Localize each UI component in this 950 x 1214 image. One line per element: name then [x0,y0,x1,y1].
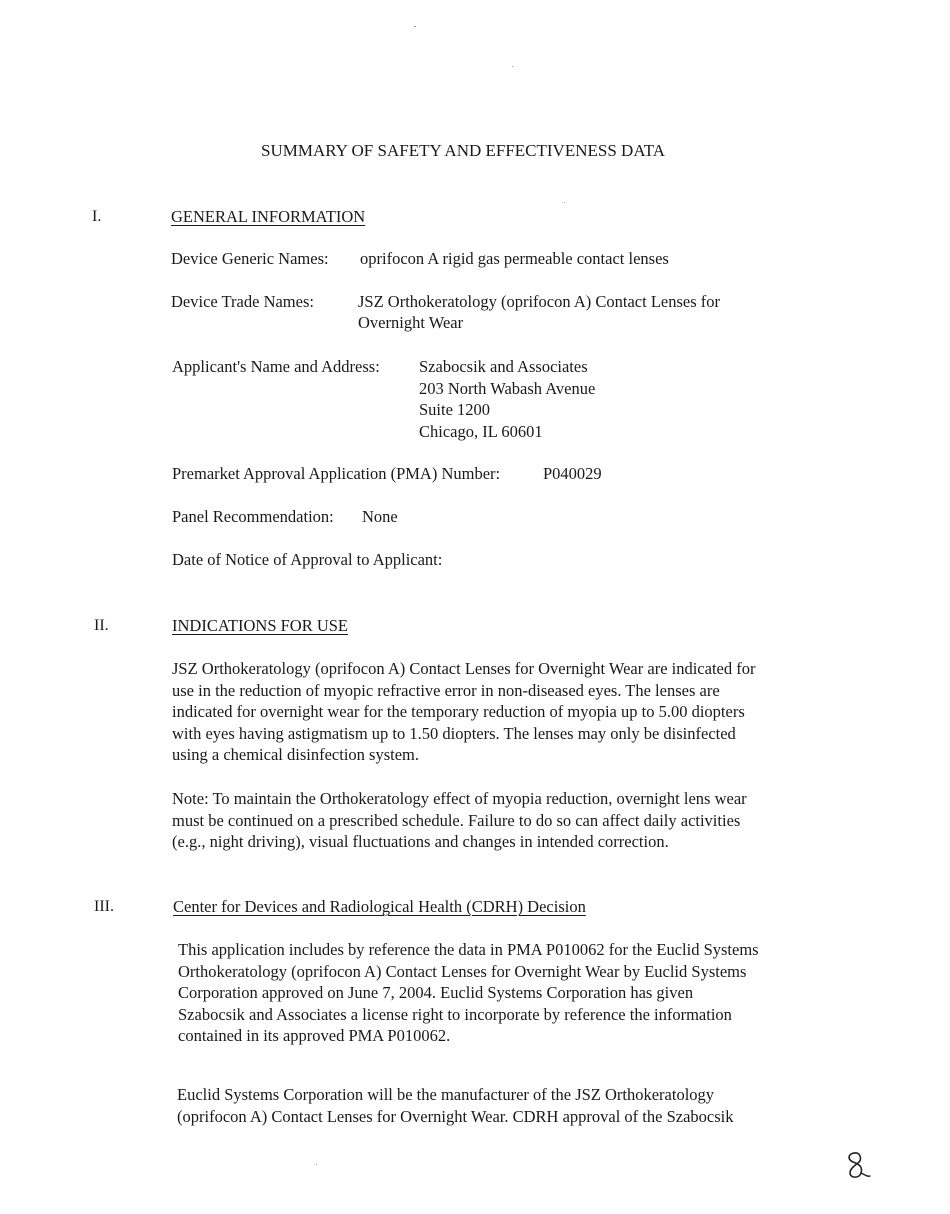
handwritten-page-mark-icon [843,1150,873,1182]
manufacturer-paragraph [177,1084,733,1127]
scan-speck [316,1164,317,1165]
decision-paragraph [178,939,759,1047]
trade-names-label: Device Trade Names: [171,292,314,311]
paragraph-line: (e.g., night driving), visual fluctuations and changes in intended correction. [172,832,669,851]
section-number: III. [94,898,114,915]
paragraph-line: using a chemical disinfection system. [172,745,419,764]
paragraph-line: Euclid Systems Corporation will be the manufacturer of the JSZ Orthokeratology [177,1085,715,1104]
address-line: Suite 1200 [419,400,491,419]
note-paragraph [172,788,747,853]
address-line: Chicago, IL 60601 [419,421,543,441]
paragraph-line: (oprifocon A) Contact Lenses for Overnight Wear. CDRH approval of the Szabocsik [177,1106,734,1126]
section-number: I. [92,208,102,225]
pma-label: Premarket Approval Application (PMA) Number: [172,464,501,483]
panel-value: None [362,507,398,526]
section-number: II. [94,617,109,634]
scan-speck [512,66,513,67]
paragraph-line: must be continued on a prescribed schedule. Failure to do so can affect daily activities [172,810,741,830]
paragraph-line: contained in its approved PMA P010062. [178,1026,451,1045]
indications-paragraph [172,658,755,766]
address-line: Szabocsik and Associates [419,357,588,376]
notice-label: Date of Notice of Approval to Applicant: [172,550,443,569]
trade-names-line: JSZ Orthokeratology (oprifocon A) Contact Lenses for [358,292,721,311]
paragraph-line: Szabocsik and Associates a license right to incorporate by reference the information [178,1004,732,1024]
applicant-label: Applicant's Name and Address: [172,357,380,376]
paragraph-line: Note: To maintain the Orthokeratology effect of myopia reduction, overnight lens wear [172,789,747,808]
paragraph-line: with eyes having astigmatism up to 1.50 diopters. The lenses may only be disinfected [172,723,736,743]
pma-value: P040029 [543,464,602,483]
document-title: SUMMARY OF SAFETY AND EFFECTIVENESS DATA [260,141,666,160]
applicant-address [419,356,595,442]
scan-speck [414,26,416,27]
paragraph-line: use in the reduction of myopic refractive error in non-diseased eyes. The lenses are [172,680,720,700]
paragraph-line: indicated for overnight wear for the temporary reduction of myopia up to 5.00 diopters [172,702,745,721]
generic-names-label: Device Generic Names: [171,249,329,268]
section-heading-general-information: GENERAL INFORMATION [171,207,366,226]
trade-names-line: Overnight Wear [358,313,464,332]
paragraph-line: This application includes by reference the data in PMA P010062 for the Euclid Systems [178,940,759,959]
paragraph-line: JSZ Orthokeratology (oprifocon A) Contact Lenses for Overnight Wear are indicated for [172,659,756,678]
section-heading-cdrh-decision: Center for Devices and Radiological Health (CDRH) Decision [173,897,586,916]
generic-names-value: oprifocon A rigid gas permeable contact lenses [360,249,669,268]
scan-speck [564,202,565,203]
address-line: 203 North Wabash Avenue [419,378,596,398]
section-heading-indications-for-use: INDICATIONS FOR USE [172,616,349,635]
paragraph-line: Orthokeratology (oprifocon A) Contact Lenses for Overnight Wear by Euclid Systems [178,961,747,981]
panel-label: Panel Recommendation: [172,507,334,526]
paragraph-line: Corporation approved on June 7, 2004. Euclid Systems Corporation has given [178,983,694,1002]
